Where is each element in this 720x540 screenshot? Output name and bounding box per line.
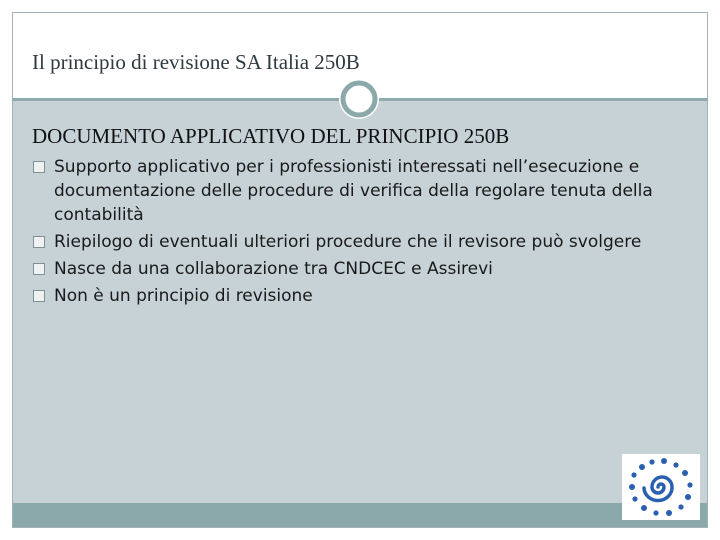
section-heading: DOCUMENTO APPLICATIVO DEL PRINCIPIO 250B: [32, 124, 510, 148]
checkbox-square-icon: [33, 263, 45, 275]
bottom-accent-bar: [13, 503, 707, 527]
bullet-text: Non è un principio di revisione: [54, 286, 313, 306]
circle-ring-icon: [338, 78, 380, 120]
bullet-text: Nasce da una collaborazione tra CNDCEC e Assirevi: [54, 259, 493, 279]
bullet-text: Riepilogo di eventuali ulteriori procedure che il revisore può svolgere: [54, 232, 642, 252]
bullet-item: [32, 155, 672, 227]
bullet-item: [32, 257, 672, 281]
bullet-item: [32, 230, 672, 254]
bullet-text: Supporto applicativo per i professionisti interessati nell’esecuzione e documentazione delle procedure di verifica della regolare tenuta della contabilità: [54, 157, 653, 225]
slide-title: Il principio di revisione SA Italia 250B: [32, 50, 360, 74]
bullet-list: [32, 155, 672, 311]
bullet-item: [32, 284, 672, 308]
checkbox-square-icon: [33, 161, 45, 173]
spiral-logo-icon: [622, 454, 700, 520]
checkbox-square-icon: [33, 236, 45, 248]
checkbox-square-icon: [33, 290, 45, 302]
